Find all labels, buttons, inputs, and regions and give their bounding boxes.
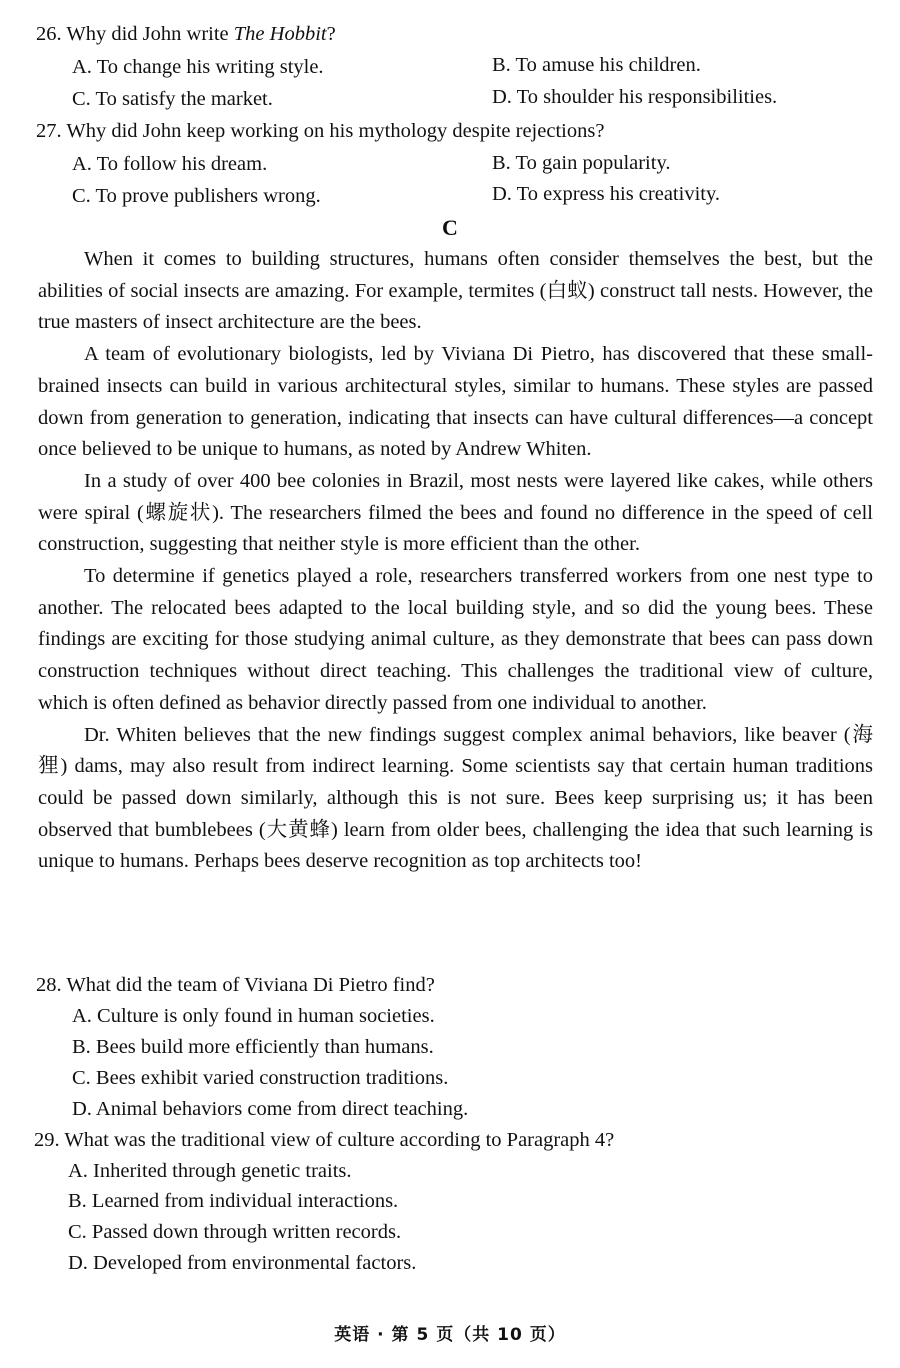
question-28-option-a: A. Culture is only found in human societies. bbox=[72, 1005, 435, 1027]
passage-paragraph-3: In a study of over 400 bee colonies in Brazil, most nests were layered like cakes, while others were spiral (螺旋状). The researchers filmed the bees and found no difference in the speed of cell construction, suggesting that neither style is more efficient than the other. bbox=[38, 469, 873, 556]
question-28-option-c: C. Bees exhibit varied construction traditions. bbox=[72, 1067, 449, 1089]
passage-paragraph-1: When it comes to building structures, humans often consider themselves the best, but the abilities of social insects are amazing. For example, termites (白蚁) construct tall nests. However, the true masters of insect architecture are the bees. bbox=[38, 248, 873, 334]
question-29-option-a: A. Inherited through genetic traits. bbox=[68, 1160, 352, 1182]
question-26-option-b: B. To amuse his children. bbox=[492, 54, 701, 76]
question-27-stem: 27. Why did John keep working on his mythology despite rejections? bbox=[36, 120, 605, 142]
question-27-option-d: D. To express his creativity. bbox=[492, 183, 721, 205]
question-26-option-d: D. To shoulder his responsibilities. bbox=[492, 86, 778, 108]
question-26-stem-post: ? bbox=[326, 23, 336, 45]
passage-paragraph-2: A team of evolutionary biologists, led by Viviana Di Pietro, has discovered that these small-brained insects can build in various architectural styles, similar to humans. These styles are passed down from generation to generation, indicating that insects can have cultural differences—a concept once believed to be unique to humans, as noted by Andrew Whiten. bbox=[38, 343, 873, 461]
question-29-stem: 29. What was the traditional view of culture according to Paragraph 4? bbox=[34, 1129, 615, 1151]
question-26-option-a: A. To change his writing style. bbox=[72, 56, 324, 78]
question-26-stem-pre: 26. Why did John write bbox=[36, 23, 234, 45]
question-28-stem: 28. What did the team of Viviana Di Pietro find? bbox=[36, 974, 435, 996]
question-28-option-d: D. Animal behaviors come from direct teaching. bbox=[72, 1098, 469, 1120]
page-footer: 英语 · 第 5 页（共 10 页） bbox=[334, 1325, 566, 1345]
question-29-option-b: B. Learned from individual interactions. bbox=[68, 1190, 399, 1212]
question-27-option-c: C. To prove publishers wrong. bbox=[72, 185, 321, 207]
question-26-book-title: The Hobbit bbox=[233, 23, 327, 45]
passage-paragraph-5: Dr. Whiten believes that the new findings suggest complex animal behaviors, like beaver (海狸) dams, may also result from indirect learning. Some scientists say that certain human traditions could be passed down similarly, although this is not sure. Bees keep surprising us; it has been observed that bumblebees (大黄蜂) learn from older bees, challenging the idea that such learning is unique to humans. Perhaps bees deserve recognition as top architects too! bbox=[38, 723, 873, 873]
question-26-stem bbox=[36, 18, 336, 50]
question-26-option-c: C. To satisfy the market. bbox=[72, 88, 273, 110]
question-27-option-a: A. To follow his dream. bbox=[72, 153, 268, 175]
question-28-option-b: B. Bees build more efficiently than humans. bbox=[72, 1036, 434, 1058]
question-29-option-c: C. Passed down through written records. bbox=[68, 1221, 402, 1243]
section-heading: C bbox=[442, 215, 458, 240]
question-27-option-b: B. To gain popularity. bbox=[492, 152, 671, 174]
question-29-option-d: D. Developed from environmental factors. bbox=[68, 1252, 417, 1274]
passage-paragraph-4: To determine if genetics played a role, researchers transferred workers from one nest type to another. The relocated bees adapted to the local building style, and so did the young bees. These findings are exciting for those studying animal culture, as they demonstrate that bees can pass down construction techniques without direct teaching. This challenges the traditional view of culture, which is often defined as behavior directly passed from one individual to another. bbox=[38, 565, 873, 714]
reading-passage bbox=[38, 244, 873, 878]
